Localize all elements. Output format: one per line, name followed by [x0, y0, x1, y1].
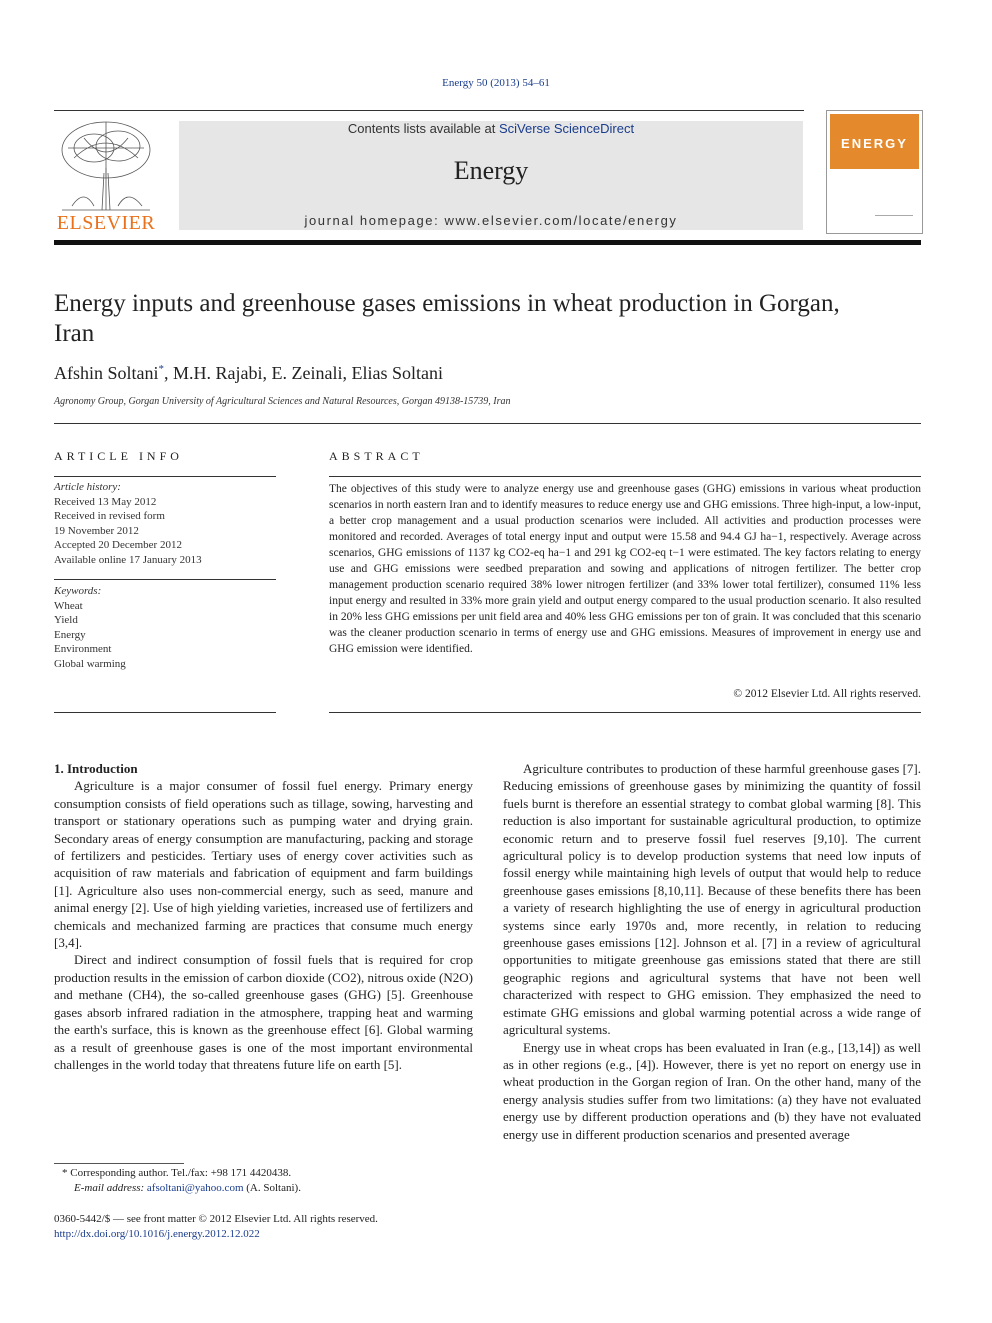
article-title: Energy inputs and greenhouse gases emissions in wheat production in Gorgan, Iran [54, 290, 840, 347]
corresponding-mark[interactable]: * [158, 363, 165, 375]
keyword: Global warming [54, 657, 126, 670]
journal-homepage[interactable]: journal homepage: www.elsevier.com/locate/energy [304, 213, 678, 228]
title-rule [54, 423, 921, 424]
email-suffix: (A. Soltani). [243, 1182, 301, 1194]
section-heading: 1. Introduction [54, 761, 138, 776]
history-item: Available online 17 January 2013 [54, 553, 202, 566]
info-rule-top [54, 476, 276, 477]
body-column-right [503, 760, 921, 1143]
article-info-heading: ARTICLE INFO [54, 449, 183, 463]
history-label: Article history: [54, 481, 121, 493]
author-list [54, 363, 443, 384]
sciencedirect-link[interactable]: SciVerse ScienceDirect [498, 121, 635, 136]
abstract-rule-bottom [329, 712, 921, 713]
footnote-rule [54, 1163, 184, 1164]
article-history [54, 480, 276, 567]
bottom-meta [54, 1212, 378, 1242]
footnote [54, 1166, 473, 1196]
journal-cover-thumbnail [826, 110, 923, 234]
history-item: Received 13 May 2012 [54, 495, 157, 508]
contents-prefix: Contents lists available at [347, 121, 499, 136]
abstract-text: The objectives of this study were to analyze energy use and greenhouse gases (GHG) emissions in various wheat production scenarios in north eastern Iran and to identify measures to reduce energy use and GHG emissions. Three high-input, a low-input, a better crop management and a usual production scenarios were included. All activities and production processes were monitored and recorded. Averages of total energy input and output were 15.58 and 94.4 GJ ha−1, respectively. Average across scenarios, GHG emissions of 1137 kg CO2-eq ha−1 and 291 kg CO2-eq t−1 were estimated. The key factors relating to energy use and GHG emissions were seedbed preparation and sowing and applications of nitrogen fertilizer. The better crop management production scenario required 38% lower nitrogen fertilizer (and 33% lower total fertilizer), consumed 11% less input energy and resulted in 33% more grain yield and output energy compared to the usual production scenario. It also resulted in 20% less GHG emissions per unit field area and 40% less GHG emissions per ton of grain. It was concluded that this scenario was the cleaner production scenario in terms of energy use and GHG emissions. Measures of improvement in energy use and GHG emission were identified. [329, 483, 921, 655]
affiliation: Agronomy Group, Gorgan University of Agricultural Sciences and Natural Resources, Gorgan 49138-15739, Iran [54, 396, 511, 407]
journal-title: Energy [453, 156, 529, 185]
cover-title: ENERGY [841, 136, 908, 151]
keywords [54, 584, 276, 671]
info-rule-middle [54, 579, 276, 580]
body-paragraph: Energy use in wheat crops has been evaluated in Iran (e.g., [13,14]) as well as in other regions (e.g., [4]). However, there is yet no report on energy use in wheat production in the Gorgan region of Iran. On the other hand, many of the energy analysis studies suffer from two limitations: (a) they have not evaluated energy use by different production operations and (b) they have not evaluated energy use in different production scenarios and presented average [503, 1039, 921, 1142]
history-item: Accepted 20 December 2012 [54, 539, 182, 551]
header-thick-rule [54, 240, 921, 245]
keywords-label: Keywords: [54, 585, 102, 597]
publisher-logo-text: ELSEVIER [56, 212, 156, 234]
abstract-rule-top [329, 476, 921, 477]
body-paragraph: Agriculture contributes to production of these harmful greenhouse gases [7]. Reducing emissions of greenhouse gases by minimizing the quantity of fossil fuels burnt is therefore an essential strategy to combat global warming [8]. This reduction is also important for sustainable agricultural production, to optimize economic return and to preserve fossil fuel reserves [9,10]. The current agricultural policy is to develop production systems that need low inputs of fossil energy while maintaining high levels of output that would help to reduce greenhouse gases emissions [8,10,11]. Because of these benefits there has been a variety of research highlighting the use of energy in agricultural production systems since early 1970s and, more recently, in relation to reducing greenhouse gases emissions [12]. Johnson et al. [7] in a review of agricultural opportunities to mitigate greenhouse gas emissions stated that there are still geographic regions and agricultural systems that have not been well characterized with respect to GHG emission. They emphasized the need to estimate GHG emissions and global warming potential across a wide range of agricultural systems. [503, 761, 921, 1038]
keyword: Energy [54, 628, 86, 641]
doi-link[interactable]: http://dx.doi.org/10.1016/j.energy.2012.12.022 [54, 1228, 260, 1240]
keyword: Yield [54, 614, 78, 626]
keyword: Environment [54, 643, 112, 655]
info-rule-bottom [54, 712, 276, 713]
email-link[interactable]: afsoltani@yahoo.com [146, 1182, 244, 1194]
header-rule [54, 110, 804, 111]
cover-publisher-mark [875, 215, 913, 228]
abstract-copyright: © 2012 Elsevier Ltd. All rights reserved. [733, 688, 921, 700]
keyword: Wheat [54, 599, 83, 612]
email-label: E-mail address: [74, 1182, 147, 1194]
journal-citation[interactable]: Energy 50 (2013) 54–61 [442, 77, 550, 89]
issn-line: 0360-5442/$ — see front matter © 2012 Elsevier Ltd. All rights reserved. [54, 1213, 378, 1225]
first-author[interactable]: Afshin Soltani [54, 363, 159, 383]
body-paragraph: Direct and indirect consumption of fossil fuels that is required for crop production results in the emission of carbon dioxide (CO2), nitrous oxide (N2O) and methane (CH4), the so-called greenhouse gases (GHG) [5]. Greenhouse gases absorb infrared radiation in the atmosphere, trapping heat and warming the earth's surface, this is known as the greenhouse effect [6]. Global warming as a result of greenhouse gases is one of the most important environmental challenges in the world today that threatens future life on earth [5]. [54, 952, 473, 1072]
body-column-left [54, 760, 473, 1073]
abstract-heading: ABSTRACT [329, 449, 424, 463]
history-item: Received in revised form [54, 510, 165, 522]
other-authors: , M.H. Rajabi, E. Zeinali, Elias Soltani [164, 363, 443, 383]
corresponding-author-note: * Corresponding author. Tel./fax: +98 171 4420438. [62, 1167, 292, 1179]
body-paragraph: Agriculture is a major consumer of fossil fuel energy. Primary energy consumption consists of field operations such as tillage, sowing, harvesting and transport or stationary operations such as pumping water and drying grain. Secondary areas of energy consumption are manufacturing, packing and storage of fertilizers and pesticides. Tertiary uses of energy cover activities such as acquisition of raw materials and fabrication of equipment and farm buildings [1]. Agriculture also uses non-commercial energy, such as seed, manure and animal energy [2]. Use of high yielding varieties, increased use of fertilizers and chemicals and mechanized farming are practices that consume much energy [3,4]. [54, 778, 473, 951]
history-item: 19 November 2012 [54, 524, 139, 537]
contents-line [179, 121, 803, 136]
email-line [54, 1181, 473, 1196]
